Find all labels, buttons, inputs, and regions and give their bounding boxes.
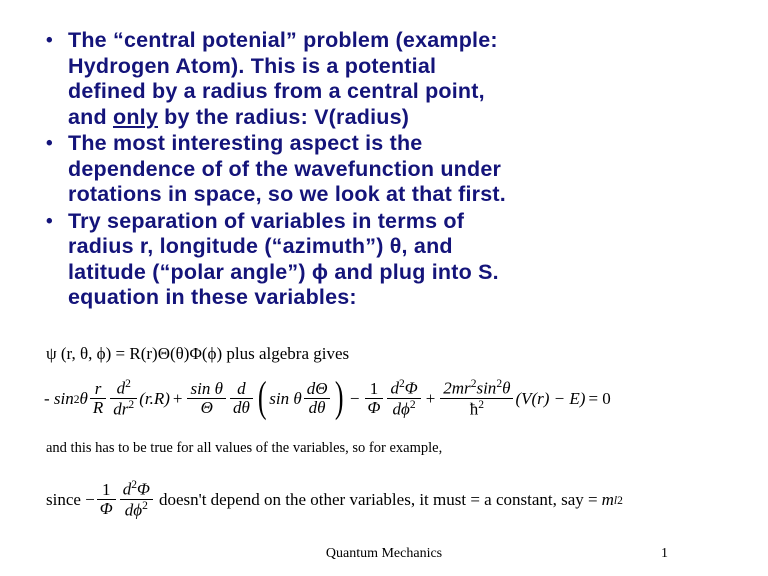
footer-page-number: 1: [661, 546, 668, 561]
bullet-2-line-3: rotations in space, so we look at that first.: [68, 182, 506, 206]
eq-term1-theta: θ: [79, 389, 88, 408]
list-item: [46, 131, 736, 208]
eq-minus-1: −: [349, 389, 360, 408]
eq-term1-tail: (r.R): [139, 389, 170, 408]
note-line: and this has to be true for all values of the variables, so for example,: [46, 440, 443, 456]
bullet-3-line-2: radius r, longitude (“azimuth”) θ, and: [68, 234, 453, 258]
constant-symbol-m: m: [601, 490, 614, 509]
constant-line-tail: doesn't depend on the other variables, it must = a constant, say =: [158, 490, 598, 509]
eq-term1-fraction-r-R: $\frac{r}{R}$: [90, 380, 106, 417]
constant-symbol-m-sup: 2: [617, 493, 623, 507]
bullet-marker-icon: •: [46, 30, 53, 51]
bullet-list: [46, 28, 736, 312]
main-equation: [44, 374, 614, 424]
slide-footer: [0, 540, 768, 576]
eq-term4-paren-group: (V(r) − E): [515, 389, 586, 408]
eq-term1-prefix: - sin: [44, 389, 74, 408]
footer-title: Quantum Mechanics: [325, 546, 443, 561]
constant-second-derivative-Phi: $\frac{d^2\Phi}{d\phi^2}$: [120, 479, 153, 519]
constant-line: [46, 480, 623, 520]
list-item: [46, 209, 736, 311]
eq-term1-second-derivative: $\frac{d^2}{dr^2}$: [110, 378, 137, 418]
bullet-3-line-3: latitude (“polar angle”) ϕ and plug into S.: [68, 259, 499, 284]
eq-term2-d-dtheta: $\frac{d}{d\theta}$: [230, 380, 253, 417]
bullet-2-line-2: dependence of of the wavefunction under: [68, 156, 502, 181]
bullet-marker-icon: •: [46, 133, 53, 154]
bullet-1-line-4-suffix: by the radius: V(radius): [158, 104, 410, 129]
bullet-3-line-1: Try separation of variables in terms of: [68, 208, 465, 233]
eq-right-paren: ): [335, 373, 345, 421]
bullet-1-line-1: The “central potenial” problem (example:: [68, 28, 498, 52]
bullet-text-3: [68, 209, 736, 311]
eq-plus-1: +: [172, 389, 183, 408]
separation-of-variables-line: ψ (r, θ, ϕ) = R(r)Θ(θ)Φ(ϕ) plus algebra gives: [46, 344, 350, 363]
list-item: [46, 28, 736, 130]
eq-term3-second-derivative-Phi: $\frac{d^2\Phi}{d\phi^2}$: [387, 378, 420, 418]
eq-term4-fraction: $\frac{2mr^2\sin^2\theta}{ħ^2}$: [440, 378, 513, 418]
eq-left-paren: (: [257, 373, 267, 421]
bullet-1-line-2: Hydrogen Atom). This is a potential: [68, 53, 437, 78]
bullet-1-underlined-word: only: [113, 104, 158, 129]
eq-plus-2: +: [425, 389, 436, 408]
bullet-1-line-3: defined by a radius from a central point,: [68, 79, 485, 103]
constant-symbol-m-sub: l: [613, 493, 618, 507]
bullet-text-1: [68, 28, 736, 130]
bullet-2-line-1: The most interesting aspect is the: [68, 131, 423, 155]
eq-term3-one-over-Phi: $\frac{1}{\Phi}$: [365, 380, 384, 417]
eq-term1-exp: 2: [73, 392, 80, 406]
bullet-marker-icon: •: [46, 210, 53, 232]
bullet-3-line-4: equation in these variables:: [68, 285, 357, 309]
bullet-text-2: [68, 131, 736, 208]
eq-equals-zero: = 0: [588, 389, 611, 408]
eq-term2-fraction-sin-theta: $\frac{\text{sin θ}}{\Theta}$: [187, 380, 225, 417]
eq-term2-inner-fraction: $\frac{d\Theta}{d\theta}$: [304, 380, 331, 417]
bullet-1-line-4-prefix: and: [68, 104, 113, 129]
constant-line-prefix: since −: [46, 490, 95, 509]
eq-term2-inner-prefix: sin θ: [269, 389, 302, 408]
constant-one-over-Phi: $\frac{1}{\Phi}$: [97, 481, 116, 518]
